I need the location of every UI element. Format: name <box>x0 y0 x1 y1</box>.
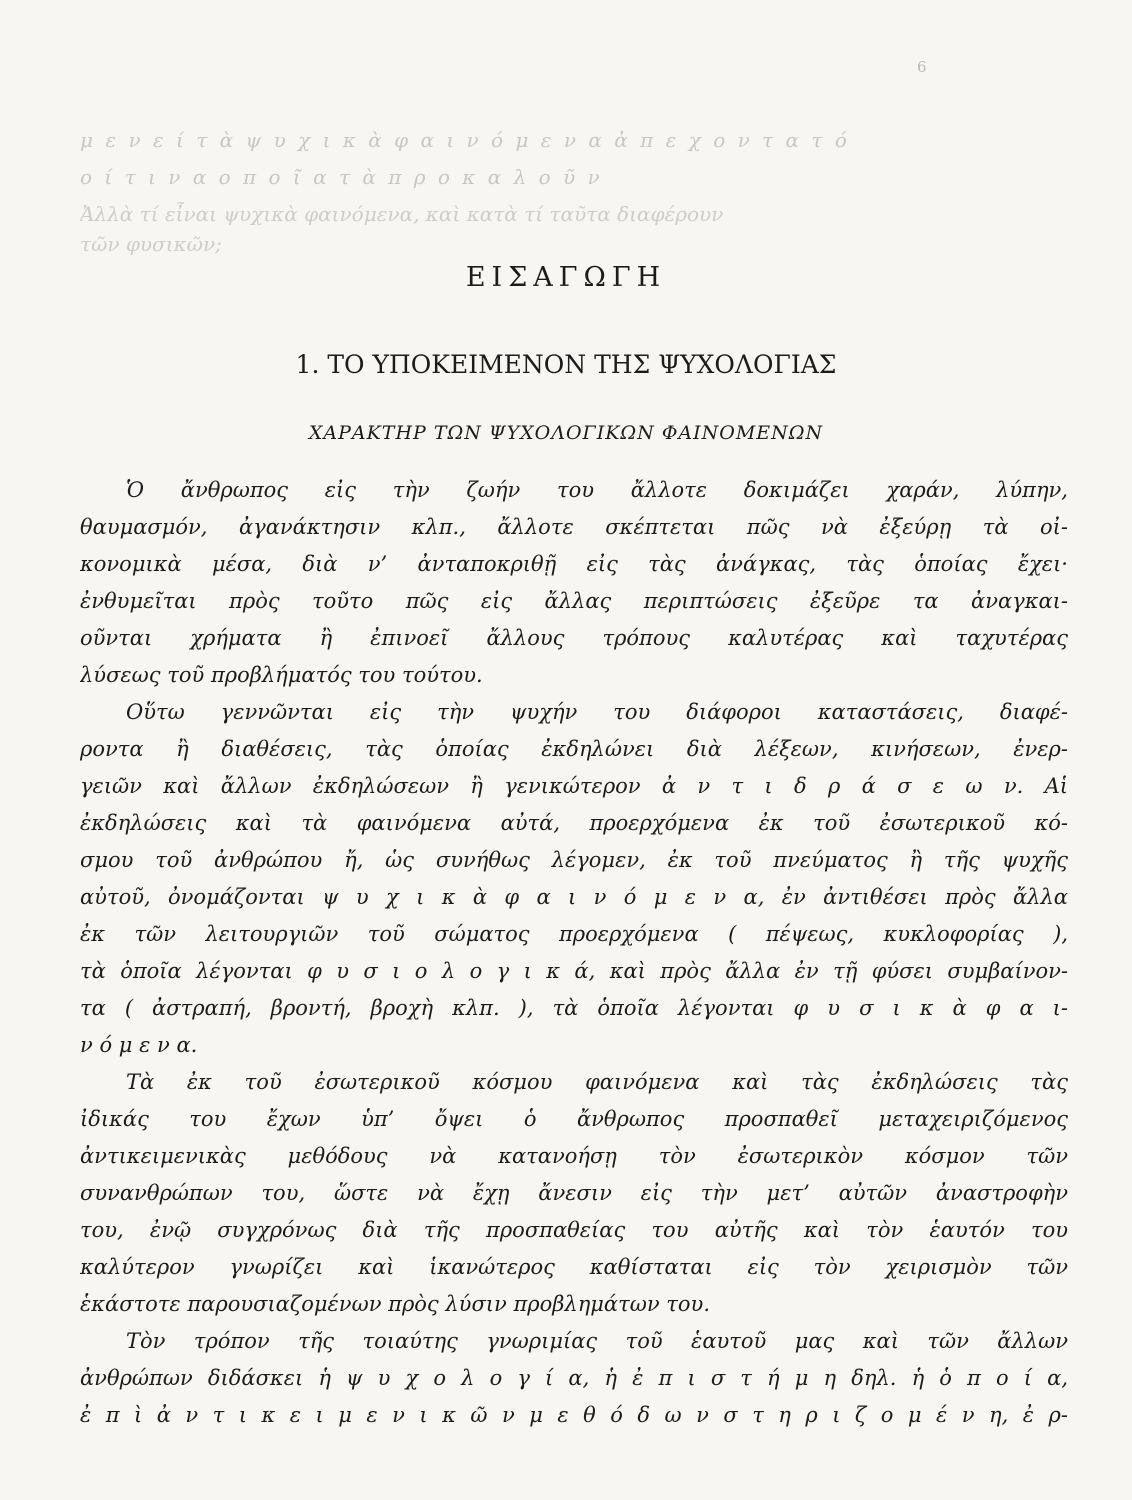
text-line: σμου τοῦ ἀνθρώπου ἤ, ὡς συνήθως λέγομεν, ἐκ τοῦ πνεύματος ἢ τῆς ψυχῆς <box>80 848 1068 872</box>
bleed-through-text: τῶν φυσικῶν; <box>80 232 222 256</box>
section-title: 1. ΤΟ ΥΠΟΚΕΙΜΕΝΟΝ ΤΗΣ ΨΥΧΟΛΟΓΙΑΣ <box>295 350 837 379</box>
bleed-through-text: Ἀλλὰ τί εἶναι ψυχικὰ φαινόμενα, καὶ κατὰ τί ταῦτα διαφέρουν <box>80 202 724 226</box>
text-line: Ὁ ἄνθρωπος εἰς τὴν ζωήν του ἄλλοτε δοκιμάζει χαράν, λύπην, <box>126 478 1068 502</box>
text-line: λύσεως τοῦ προβλήματός του τούτου. <box>80 663 483 687</box>
text-line: Τὰ ἐκ τοῦ ἐσωτερικοῦ κόσμου φαινόμενα καὶ τὰς ἐκδηλώσεις τὰς <box>126 1070 1068 1094</box>
text-line: ἐκ τῶν λειτουργιῶν τοῦ σώματος προερχόμενα ( πέψεως, κυκλοφορίας ), <box>80 922 1068 946</box>
text-line: ἀντικειμενικὰς μεθόδους νὰ κατανοήσῃ τὸν ἐσωτερικὸν κόσμον τῶν <box>80 1144 1068 1168</box>
page-number: 6 <box>917 58 927 76</box>
text-line: καλύτερον γνωρίζει καὶ ἱκανώτερος καθίσταται εἰς τὸν χειρισμὸν τῶν <box>80 1255 1068 1279</box>
text-line: οῦνται χρήματα ἢ ἐπινοεῖ ἄλλους τρόπους καλυτέρας καὶ ταχυτέρας <box>80 626 1068 650</box>
text-line: Οὕτω γεννῶνται εἰς τὴν ψυχήν του διάφοροι καταστάσεις, διαφέ- <box>126 700 1068 724</box>
text-line: ἐνθυμεῖται πρὸς τοῦτο πῶς εἰς ἄλλας περιπτώσεις ἐξεῦρε τα ἀναγκαι- <box>80 589 1068 613</box>
bleed-through-text: μ ε ν ε ί τ ὰ ψ υ χ ι κ ὰ φ α ι ν ό μ ε ν α ἀ π ε χ ο ν τ α τ ό <box>80 128 850 152</box>
text-line: τὰ ὁποῖα λέγονται φ υ σ ι ο λ ο γ ι κ ά, καὶ πρὸς ἄλλα ἐν τῇ φύσει συμβαίνον- <box>80 959 1068 983</box>
text-line: αὐτοῦ, ὀνομάζονται ψ υ χ ι κ ὰ φ α ι ν ό μ ε ν α, ἐν ἀντιθέσει πρὸς ἄλλα <box>80 885 1068 909</box>
text-line: ν ό μ ε ν α. <box>80 1033 198 1057</box>
text-line: συνανθρώπων του, ὥστε νὰ ἔχῃ ἄνεσιν εἰς τὴν μετ’ αὐτῶν ἀναστροφὴν <box>80 1181 1068 1205</box>
body-text <box>80 472 1068 1434</box>
text-line: ἰδικάς του ἔχων ὑπ’ ὄψει ὁ ἄνθρωπος προσπαθεῖ μεταχειριζόμενος <box>80 1107 1068 1131</box>
text-line: ἐκδηλώσεις καὶ τὰ φαινόμενα αὐτά, προερχόμενα ἐκ τοῦ ἐσωτερικοῦ κό- <box>80 811 1068 835</box>
text-line: ἐ π ὶ ἀ ν τ ι κ ε ι μ ε ν ι κ ῶ ν μ ε θ ό δ ω ν σ τ η ρ ι ζ ο μ έ ν η, ἐ ρ- <box>80 1403 1068 1427</box>
text-line: κονομικὰ μέσα, διὰ ν’ ἀνταποκριθῇ εἰς τὰς ἀνάγκας, τὰς ὁποίας ἔχει· <box>80 552 1068 576</box>
text-line: γειῶν καὶ ἄλλων ἐκδηλώσεων ἢ γενικώτερον ἀ ν τ ι δ ρ ά σ ε ω ν. Αἱ <box>80 774 1068 798</box>
text-line: Τὸν τρόπον τῆς τοιαύτης γνωριμίας τοῦ ἑαυτοῦ μας καὶ τῶν ἄλλων <box>126 1329 1068 1353</box>
subsection-title: ΧΑΡΑΚΤΗΡ ΤΩΝ ΨΥΧΟΛΟΓΙΚΩΝ ΦΑΙΝΟΜΕΝΩΝ <box>308 422 824 444</box>
bleed-through-text: ο ί τ ι ν α ο π ο ῖ α τ ὰ π ρ ο κ α λ ο ῦ ν <box>80 165 603 189</box>
text-line: ἑκάστοτε παρουσιαζομένων πρὸς λύσιν προβλημάτων του. <box>80 1292 710 1316</box>
text-line: θαυμασμόν, ἀγανάκτησιν κλπ., ἄλλοτε σκέπτεται πῶς νὰ ἐξεύρῃ τὰ οἰ- <box>80 515 1068 539</box>
text-line: ἀνθρώπων διδάσκει ἡ ψ υ χ ο λ ο γ ί α, ἡ ἐ π ι σ τ ή μ η δηλ. ἡ ὁ π ο ί α, <box>80 1366 1068 1390</box>
text-line: τα ( ἀστραπή, βροντή, βροχὴ κλπ. ), τὰ ὁποῖα λέγονται φ υ σ ι κ ὰ φ α ι- <box>80 996 1068 1020</box>
text-line: του, ἐνῷ συγχρόνως διὰ τῆς προσπαθείας του αὐτῆς καὶ τὸν ἑαυτόν του <box>80 1218 1068 1242</box>
text-line: ροντα ἢ διαθέσεις, τὰς ὁποίας ἐκδηλώνει διὰ λέξεων, κινήσεων, ἐνερ- <box>80 737 1068 761</box>
chapter-title: ΕΙΣΑΓΩΓΗ <box>465 262 667 293</box>
